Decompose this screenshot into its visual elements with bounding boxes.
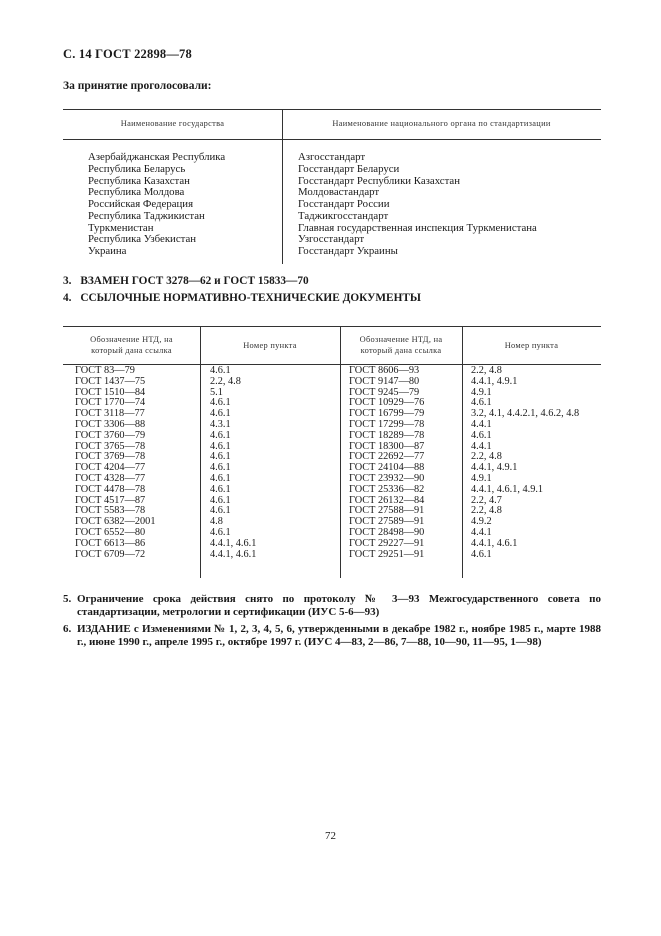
ref-item: 5.1 xyxy=(210,386,223,398)
ref-item: 4.6.1 xyxy=(210,365,231,376)
left-doc-column xyxy=(75,366,155,560)
ref-item: 4.9.1 xyxy=(471,472,492,484)
ref-doc: ГОСТ 3760—79 xyxy=(75,429,146,441)
ref-table-divider-2 xyxy=(340,326,341,578)
section-text: ВЗАМЕН ГОСТ 3278—62 и ГОСТ 15833—70 xyxy=(80,275,309,287)
ref-doc: ГОСТ 29251—91 xyxy=(349,548,425,560)
ref-item: 4.4.1, 4.9.1 xyxy=(471,462,518,474)
col-item-header-right: Номер пункта xyxy=(504,341,559,350)
section-text: ИЗДАНИЕ с Изменениями № 1, 2, 3, 4, 5, 6, утвержденными в декабре 1982 г., ноябре 1985 г., марте 1988 г., июне 1990 г., апреле 1995 г., октябре 1997 г. (ИУС 4—83, 2—86, 7—88, 10—90, 11—95, 1—98) xyxy=(77,623,601,649)
body-name: Госстандарт России xyxy=(298,198,390,210)
state-name: Республика Молдова xyxy=(88,186,185,199)
ref-item: 4.6.1 xyxy=(210,408,231,420)
col-doc-header-right xyxy=(340,334,462,356)
ref-item: 4.6.1 xyxy=(210,397,231,409)
body-name: Таджикгосстандарт xyxy=(298,209,389,222)
ref-item: 4.6.1 xyxy=(210,429,231,441)
ref-doc: ГОСТ 17299—78 xyxy=(349,418,425,430)
body-name: Госстандарт Украины xyxy=(298,245,398,257)
section-text: ССЫЛОЧНЫЕ НОРМАТИВНО-ТЕХНИЧЕСКИЕ ДОКУМЕНТЫ xyxy=(80,292,422,304)
section-number: 5. xyxy=(63,593,72,605)
state-name: Украина xyxy=(88,245,127,257)
ref-item: 4.6.1 xyxy=(210,451,231,463)
right-item-column xyxy=(471,366,579,560)
col-state-header: Наименование государства xyxy=(120,119,225,128)
ref-item: 4.6.1 xyxy=(210,483,231,495)
ref-doc: ГОСТ 10929—76 xyxy=(349,397,425,409)
body-name: Узгосстандарт xyxy=(298,233,365,246)
ref-doc: ГОСТ 3306—88 xyxy=(75,418,146,430)
ref-doc: ГОСТ 27588—91 xyxy=(349,505,425,517)
state-name: Туркменистан xyxy=(88,221,154,234)
body-name: Госстандарт Республики Казахстан xyxy=(298,174,460,187)
ref-item: 4.9.2 xyxy=(471,516,492,528)
right-doc-column xyxy=(349,366,424,560)
ref-item: 4.4.1, 4.6.1 xyxy=(210,537,257,549)
ref-doc: ГОСТ 28498—90 xyxy=(349,526,425,538)
ref-item: 2.2, 4.8 xyxy=(471,505,502,517)
ref-doc: ГОСТ 25336—82 xyxy=(349,483,425,495)
ref-table-divider-1 xyxy=(200,326,201,578)
ref-doc: ГОСТ 3769—78 xyxy=(75,451,146,463)
page-number: 72 xyxy=(325,830,336,842)
ref-doc: ГОСТ 6709—72 xyxy=(75,548,146,560)
body-name: Главная государственная инспекция Туркменистана xyxy=(298,221,537,234)
col-doc-header-line1: Обозначение НТД, на xyxy=(359,335,443,344)
ref-item: 4.6.1 xyxy=(210,440,231,452)
ref-item: 4.6.1 xyxy=(471,548,492,560)
ref-item: 4.3.1 xyxy=(210,418,231,430)
ref-doc: ГОСТ 3118—77 xyxy=(75,408,145,420)
voted-table-divider xyxy=(282,109,283,264)
ref-doc: ГОСТ 4328—77 xyxy=(75,472,146,484)
ref-doc: ГОСТ 5583—78 xyxy=(75,505,146,517)
ref-doc: ГОСТ 9147—80 xyxy=(349,375,420,387)
ref-doc: ГОСТ 23932—90 xyxy=(349,472,425,484)
ref-doc: ГОСТ 16799—79 xyxy=(349,408,425,420)
ref-doc: ГОСТ 27589—91 xyxy=(349,516,425,528)
ref-item: 3.2, 4.1, 4.4.2.1, 4.6.2, 4.8 xyxy=(471,408,580,420)
ref-doc: ГОСТ 1510—84 xyxy=(75,386,146,398)
section-text: Ограничение срока действия снято по протоколу № 3—93 Межгосударственного совета по стандартизации, метрологии и сертификации (ИУС 5-6—93) xyxy=(77,593,601,619)
voted-table-header-rule xyxy=(63,139,601,140)
ref-item: 4.6.1 xyxy=(210,526,231,538)
col-doc-header-line2: который дана ссылка xyxy=(360,346,442,355)
body-name: Госстандарт Беларуси xyxy=(298,162,400,175)
state-name: Республика Беларусь xyxy=(88,162,186,175)
ref-doc: ГОСТ 3765—78 xyxy=(75,440,146,452)
body-name: Молдовастандарт xyxy=(298,186,380,199)
col-doc-header-line2: который дана ссылка xyxy=(91,346,172,355)
state-name: Республика Таджикистан xyxy=(88,209,205,222)
ref-doc: ГОСТ 29227—91 xyxy=(349,537,425,549)
ref-table-top-rule xyxy=(63,326,601,327)
ref-doc: ГОСТ 18289—78 xyxy=(349,429,425,441)
left-item-column xyxy=(210,366,256,560)
state-name: Республика Узбекистан xyxy=(88,233,197,246)
ref-item: 4.4.1, 4.9.1 xyxy=(471,375,518,387)
ref-doc: ГОСТ 26132—84 xyxy=(349,494,425,506)
ref-doc: ГОСТ 4478—78 xyxy=(75,483,146,495)
col-doc-header-line1: Обозначение НТД, на xyxy=(90,335,173,344)
section-5 xyxy=(63,593,603,621)
section-number: 4. xyxy=(63,292,72,304)
ref-item: 4.6.1 xyxy=(210,494,231,506)
ref-doc: ГОСТ 1770—74 xyxy=(75,397,146,409)
body-list xyxy=(298,152,537,258)
col-doc-header-left xyxy=(63,334,200,356)
state-name: Российская Федерация xyxy=(88,198,194,210)
ref-item: 4.4.1 xyxy=(471,526,492,538)
ref-doc: ГОСТ 4204—77 xyxy=(75,462,146,474)
ref-item: 4.4.1 xyxy=(471,440,492,452)
voted-title: За принятие проголосовали: xyxy=(63,80,212,92)
body-name: Азгосстандарт xyxy=(298,151,366,163)
ref-doc: ГОСТ 9245—79 xyxy=(349,386,420,398)
ref-item: 2.2, 4.7 xyxy=(471,494,502,506)
ref-doc: ГОСТ 24104—88 xyxy=(349,462,425,474)
ref-item: 4.4.1, 4.6.1 xyxy=(471,537,518,549)
ref-table-divider-3 xyxy=(462,326,463,578)
state-list xyxy=(88,152,225,258)
section-4 xyxy=(63,292,421,304)
ref-item: 4.4.1 xyxy=(471,418,492,430)
state-name: Республика Казахстан xyxy=(88,174,190,187)
ref-item: 4.8 xyxy=(210,516,223,528)
ref-item: 4.9.1 xyxy=(471,386,492,398)
ref-item: 2.2, 4.8 xyxy=(210,375,241,387)
ref-item: 4.4.1, 4.6.1 xyxy=(210,548,257,560)
page-header: С. 14 ГОСТ 22898—78 xyxy=(63,47,192,61)
ref-doc: ГОСТ 1437—75 xyxy=(75,375,146,387)
ref-item: 4.6.1 xyxy=(210,505,231,517)
ref-item: 4.6.1 xyxy=(471,429,492,441)
ref-doc: ГОСТ 6613—86 xyxy=(75,537,146,549)
ref-doc: ГОСТ 22692—77 xyxy=(349,451,425,463)
ref-item: 4.4.1, 4.6.1, 4.9.1 xyxy=(471,483,544,495)
voted-table-top-rule xyxy=(63,109,601,110)
col-item-header-left: Номер пункта xyxy=(243,341,297,350)
ref-table-header-rule xyxy=(63,364,601,365)
ref-item: 4.6.1 xyxy=(210,462,231,474)
section-3 xyxy=(63,275,309,287)
ref-item: 4.6.1 xyxy=(210,472,231,484)
section-6 xyxy=(63,623,603,665)
col-body-header: Наименование национального органа по стандартизации xyxy=(332,119,551,128)
ref-doc: ГОСТ 6552—80 xyxy=(75,526,146,538)
ref-item: 4.6.1 xyxy=(471,397,492,409)
state-name: Азербайджанская Республика xyxy=(88,151,226,163)
ref-doc: ГОСТ 4517—87 xyxy=(75,494,146,506)
ref-doc: ГОСТ 83—79 xyxy=(75,365,135,376)
ref-item: 2.2, 4.8 xyxy=(471,451,502,463)
ref-doc: ГОСТ 8606—93 xyxy=(349,365,420,376)
section-number: 3. xyxy=(63,275,72,287)
ref-doc: ГОСТ 18300—87 xyxy=(349,440,425,452)
ref-item: 2.2, 4.8 xyxy=(471,365,502,376)
section-number: 6. xyxy=(63,623,72,635)
ref-doc: ГОСТ 6382—2001 xyxy=(75,516,156,528)
